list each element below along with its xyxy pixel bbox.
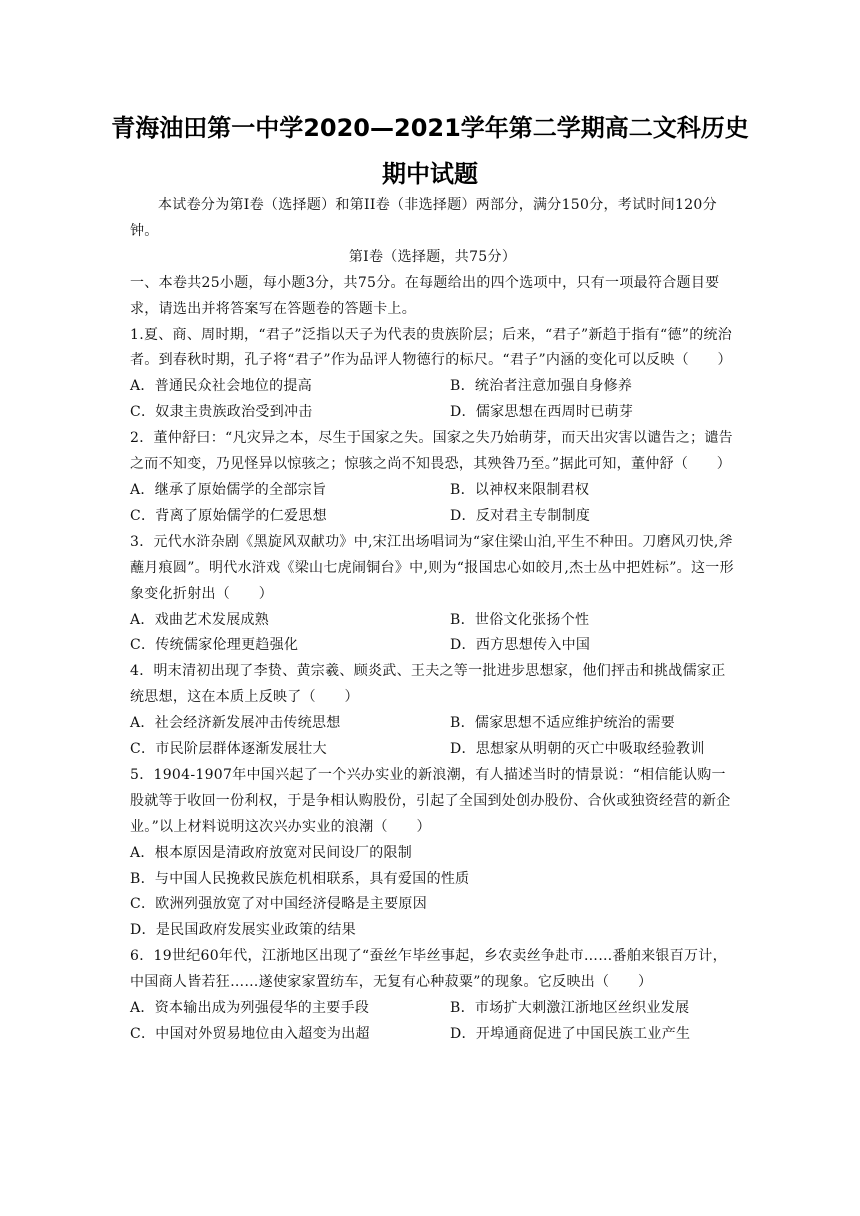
option-c: C．中国对外贸易地位由入超变为出超 (130, 1026, 370, 1042)
option-c: C．奴隶主贵族政治受到冲击 (130, 404, 313, 421)
option-row (130, 400, 735, 426)
question-stem: 1.夏、商、周时期，“君子”泛指以天子为代表的贵族阶层；后来，“君子”新趋于指有“德”的统治者。到春秋时期，孔子将“君子”作为品评人物德行的标尺。“君子”内涵的变化可以反映（ ） (130, 326, 733, 369)
question-2 (130, 426, 735, 530)
option-b: B．儒家思想不适应维护统治的需要 (450, 715, 676, 732)
question-4 (130, 659, 735, 763)
section-heading: 第Ⅰ卷（选择题，共75分） (348, 248, 517, 265)
option-d: D．思想家从明朝的灭亡中吸取经验教训 (450, 741, 705, 758)
option-b: B．市场扩大刺激江浙地区丝织业发展 (450, 1000, 690, 1017)
exam-intro: 本试卷分为第I卷（选择题）和第II卷（非选择题）两部分，满分150分，考试时间120分钟。 (130, 197, 717, 239)
exam-title: 青海油田第一中学2020—2021学年第二学期高二文科历史 (111, 114, 749, 142)
question-3 (130, 530, 735, 660)
option-c: C．欧洲列强放宽了对中国经济侵略是主要原因 (130, 896, 428, 913)
option-row (130, 1022, 735, 1048)
option-b: B．世俗文化张扬个性 (450, 611, 590, 628)
option-row (130, 711, 735, 737)
option-row (130, 504, 735, 530)
option-c: C．传统儒家伦理更趋强化 (130, 637, 299, 654)
option-row (130, 478, 735, 504)
option-a: A．资本输出成为列强侵华的主要手段 (130, 1000, 370, 1017)
option-a: A．社会经济新发展冲击传统思想 (130, 715, 341, 732)
section-instructions: 一、本卷共25小题，每小题3分，共75分。在每题给出的四个选项中，只有一项最符合题目要求，请选出并将答案写在答题卷的答题卡上。 (130, 274, 720, 317)
option-row (130, 633, 735, 659)
option-row (130, 374, 735, 400)
question-stem: 3．元代水浒杂剧《黑旋风双献功》中,宋江出场唱词为“家住梁山泊,平生不种田。刀磨风刃快,斧蘸月痕圆”。明代水浒戏《梁山七虎闹铜台》中,则为“报国忠心如皎月,杰士丛中把姓标”。这一形象变化折射出（ ） (130, 533, 734, 602)
option-b: B．与中国人民挽救民族危机相联系，具有爱国的性质 (130, 870, 470, 887)
option-a: A．根本原因是清政府放宽对民间设厂的限制 (130, 844, 413, 861)
question-stem: 5．1904-1907年中国兴起了一个兴办实业的新浪潮，有人描述当时的情景说：“相信能认购一股就等于收回一份利权，于是争相认购股份，引起了全国到处创办股份、合伙或独资经营的新企业。”以上材料说明这次兴办实业的浪潮（ ） (130, 766, 731, 835)
option-a: A．继承了原始儒学的全部宗旨 (130, 481, 327, 498)
option-b: B．以神权来限制君权 (450, 481, 590, 498)
option-d: D．开埠通商促进了中国民族工业产生 (450, 1026, 691, 1042)
option-row (130, 996, 735, 1022)
exam-subtitle: 期中试题 (382, 160, 478, 188)
option-d: D．是民国政府发展实业政策的结果 (130, 922, 357, 939)
option-row (130, 737, 735, 763)
option-b: B．统治者注意加强自身修养 (450, 378, 633, 395)
question-5 (130, 763, 735, 944)
question-1 (130, 323, 735, 427)
question-6 (130, 944, 735, 1048)
exam-body (130, 193, 735, 1048)
option-d: D．西方思想传入中国 (450, 637, 591, 654)
question-stem: 6．19世纪60年代，江浙地区出现了“蚕丝乍毕丝事起，乡农卖丝争赴市……番舶来银百万计，中国商人皆若狂……遂使家家置纺车，无复有心种菽粟”的现象。它反映出（ ） (130, 948, 727, 991)
option-c: C．市民阶层群体逐渐发展壮大 (130, 741, 327, 758)
question-stem: 2．董仲舒曰：“凡灾异之本，尽生于国家之失。国家之失乃始萌芽，而天出灾害以谴告之；谴告之而不知变，乃见怪异以惊骇之；惊骇之尚不知畏恐，其殃咎乃至。”据此可知，董仲舒（ ） (130, 430, 733, 473)
option-a: A．普通民众社会地位的提高 (130, 378, 313, 395)
question-stem: 4．明末清初出现了李贽、黄宗羲、顾炎武、王夫之等一批进步思想家，他们抨击和挑战儒家正统思想，这在本质上反映了（ ） (130, 663, 726, 706)
option-d: D．反对君主专制制度 (450, 507, 591, 524)
option-d: D．儒家思想在西周时已萌芽 (450, 404, 634, 421)
option-c: C．背离了原始儒学的仁爱思想 (130, 507, 327, 524)
option-a: A．戏曲艺术发展成熟 (130, 611, 270, 628)
option-row (130, 608, 735, 634)
